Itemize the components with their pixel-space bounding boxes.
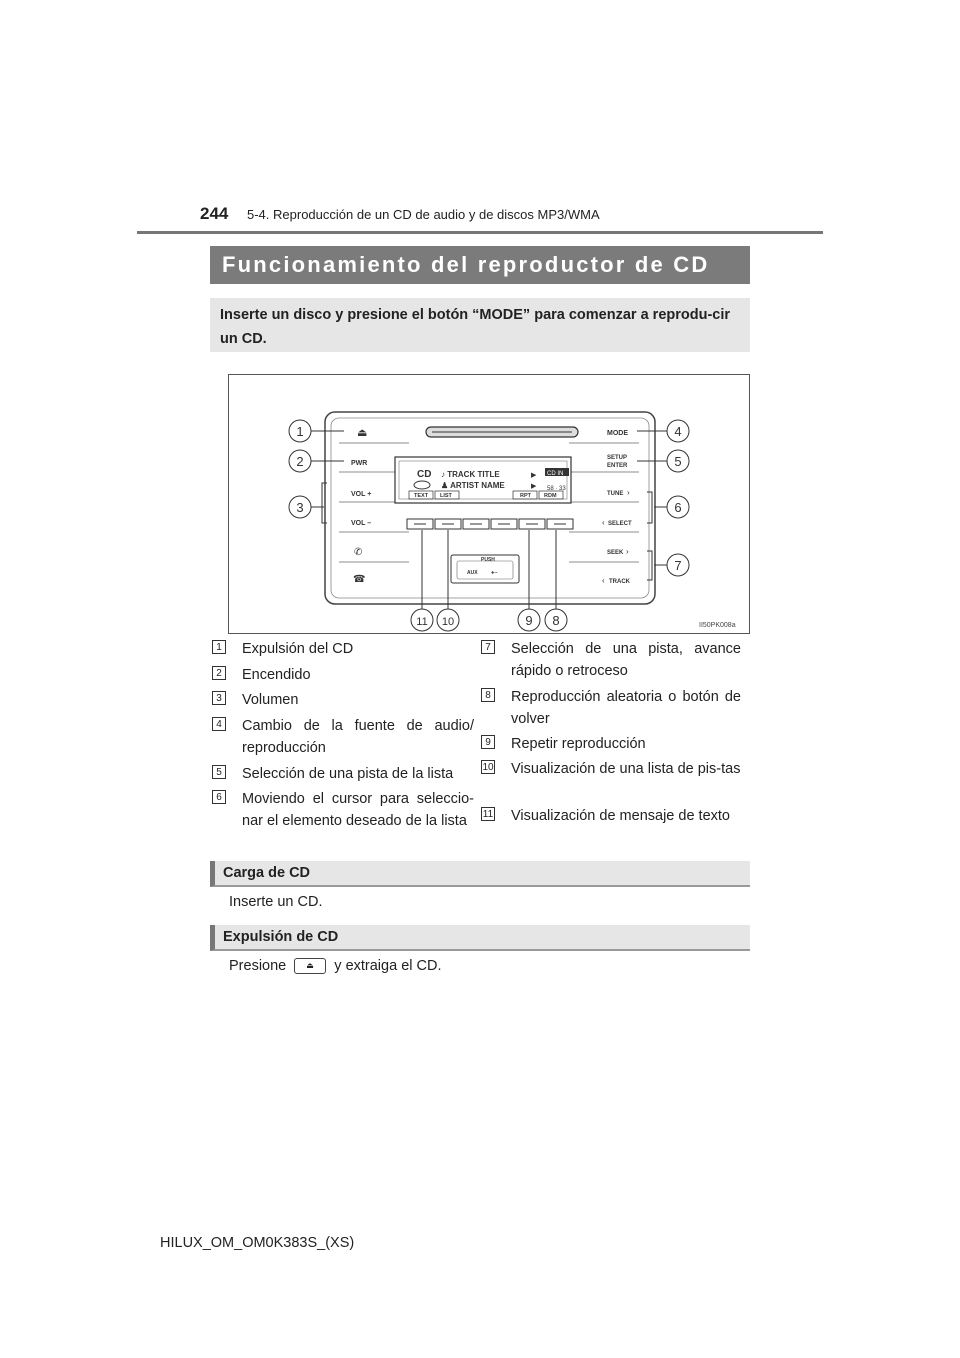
radio-diagram <box>229 375 749 633</box>
legend-number: 9 <box>481 735 495 749</box>
legend-number: 5 <box>212 765 226 779</box>
display-track-title: ♪ TRACK TITLE <box>441 470 500 479</box>
chevron-right-icon: › <box>627 488 630 497</box>
callout-1: 1 <box>296 424 304 439</box>
mode-label: MODE <box>607 430 628 437</box>
setup-label: SETUP <box>607 455 628 461</box>
legend-text: Selección de una pista, avance rápido o retroceso <box>511 641 741 679</box>
track-label: TRACK <box>609 579 630 585</box>
legend-number: 3 <box>212 691 226 705</box>
legend-number: 2 <box>212 666 226 680</box>
legend-text: Visualización de una lista de pis-tas <box>511 761 741 777</box>
legend-number: 11 <box>482 809 494 820</box>
display-cd-label: CD <box>417 469 432 480</box>
callout-2: 2 <box>296 454 304 469</box>
loading-heading: Carga de CD <box>210 861 750 887</box>
callout-11: 11 <box>416 616 428 628</box>
callout-4: 4 <box>674 424 682 439</box>
legend-text: Selección de una pista de la lista <box>242 766 454 782</box>
legend-text: Visualización de mensaje de texto <box>511 808 730 824</box>
legend-text: Reproducción aleatoria o botón de volver <box>511 689 741 727</box>
callout-6: 6 <box>674 500 682 515</box>
eject-button-icon: ⏏ <box>294 958 326 974</box>
softkey-list: LIST <box>440 493 452 499</box>
callout-3: 3 <box>296 500 304 515</box>
callout-8: 8 <box>552 613 560 628</box>
figure-code: II50PK008a <box>699 622 736 629</box>
callout-9: 9 <box>525 613 533 628</box>
eject-icon: ⏏ <box>357 427 368 439</box>
push-label: PUSH <box>481 557 495 563</box>
display-badge: CD IN <box>547 471 564 477</box>
phone-icon: ✆ <box>354 547 363 558</box>
vol-down-label: VOL – <box>351 520 372 527</box>
chevron-right-icon: › <box>626 547 629 556</box>
intro-text: Inserte un disco y presione el botón “MODE” para comenzar a reprodu-cir un CD. <box>210 298 750 352</box>
callout-5: 5 <box>674 454 682 469</box>
chevron-left-icon: ‹ <box>602 518 605 527</box>
ejecting-text-before: Presione <box>229 958 287 974</box>
softkey-rdm: RDM <box>544 493 557 499</box>
legend-text: Expulsión del CD <box>242 641 354 657</box>
softkey-text: TEXT <box>414 493 429 499</box>
legend-number: 7 <box>481 640 495 654</box>
ejecting-text <box>229 958 441 974</box>
radio-figure <box>228 374 750 634</box>
svg-text:▶: ▶ <box>531 472 537 479</box>
legend-number: 8 <box>481 688 495 702</box>
loading-text: Inserte un CD. <box>229 894 323 910</box>
footer-document-code: HILUX_OM_OM0K383S_(XS) <box>160 1235 355 1251</box>
chevron-left-icon: ‹ <box>602 576 605 585</box>
pwr-label: PWR <box>351 460 368 467</box>
header-divider <box>137 231 823 234</box>
softkey-rpt: RPT <box>520 493 531 499</box>
legend-number: 4 <box>212 717 226 731</box>
usb-icon: ⇠ <box>491 568 498 577</box>
tune-label: TUNE <box>607 491 624 497</box>
seek-label: SEEK <box>607 550 624 556</box>
breadcrumb: 5-4. Reproducción de un CD de audio y de discos MP3/WMA <box>247 207 600 222</box>
page-number: 244 <box>200 204 229 223</box>
aux-label: AUX <box>467 570 478 576</box>
svg-text:▶: ▶ <box>531 483 537 490</box>
legend-text: Moviendo el cursor para seleccio-nar el elemento deseado de la lista <box>242 791 474 829</box>
vol-up-label: VOL + <box>351 491 372 498</box>
enter-label: ENTER <box>607 463 628 469</box>
legend-text: Repetir reproducción <box>511 736 646 752</box>
ejecting-text-after: y extraiga el CD. <box>334 958 442 974</box>
legend-text: Encendido <box>242 667 311 683</box>
legend-number: 10 <box>482 762 494 773</box>
select-label: SELECT <box>608 521 632 527</box>
legend-text: Volumen <box>242 692 299 708</box>
legend-text: Cambio de la fuente de audio/ reproducción <box>242 718 474 756</box>
callout-10: 10 <box>441 616 455 628</box>
callout-7: 7 <box>674 558 682 573</box>
legend-number: 1 <box>212 640 226 654</box>
ejecting-heading: Expulsión de CD <box>210 925 750 951</box>
hangup-icon: ☎ <box>353 574 366 585</box>
display-artist-name: ♟ ARTIST NAME <box>441 481 505 490</box>
section-title: Funcionamiento del reproductor de CD <box>210 246 750 284</box>
display-time: 58 · 33 <box>547 486 566 492</box>
legend-number: 6 <box>212 790 226 804</box>
